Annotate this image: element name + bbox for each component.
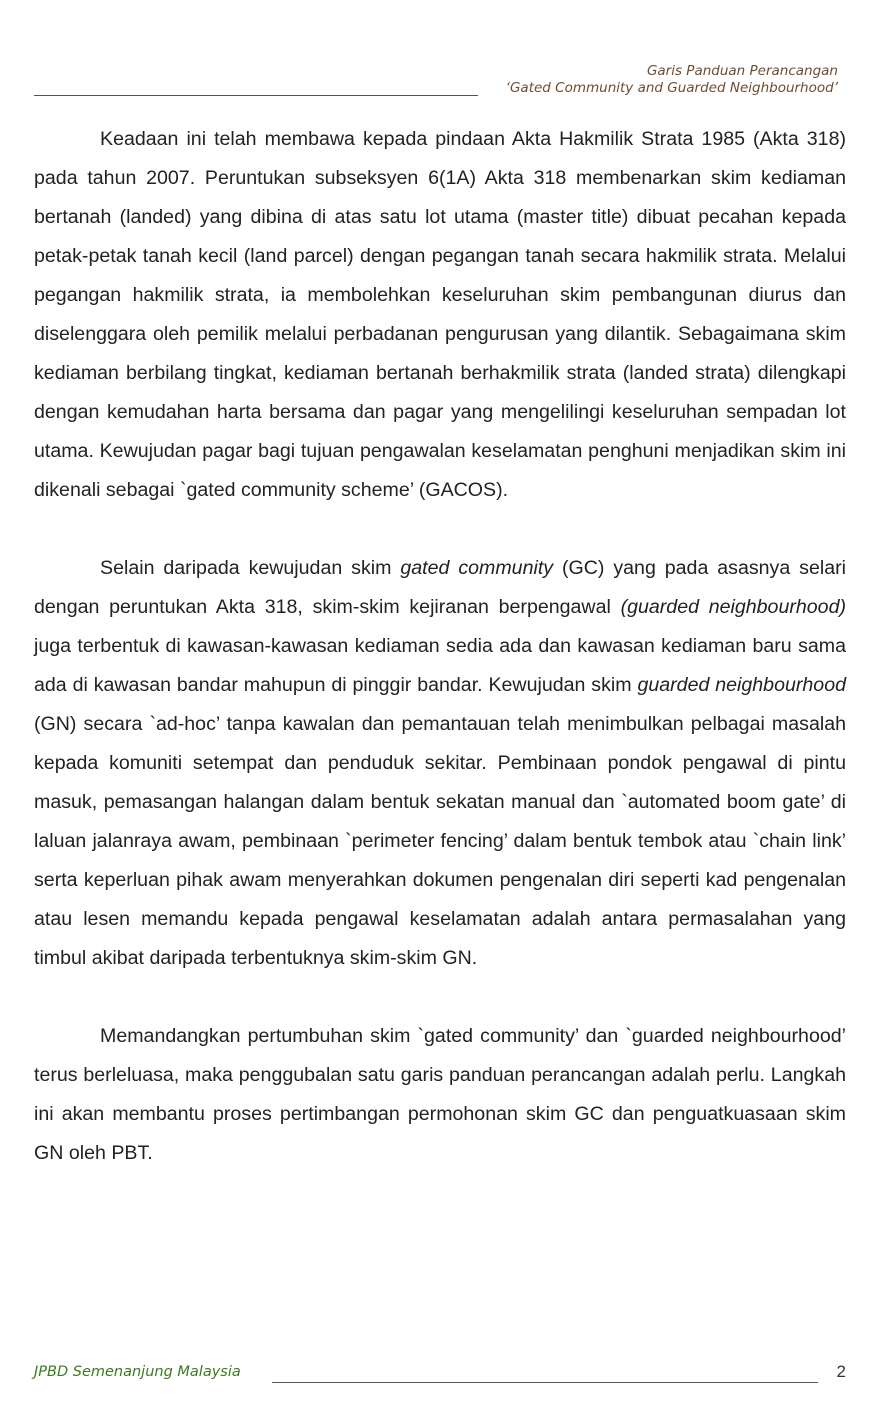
header-title: Garis Panduan Perancangan: [646, 63, 838, 79]
body-text: [34, 120, 846, 1173]
footer-rule: [272, 1382, 818, 1383]
text-run: (GN) secara `ad-hoc’ tanpa kawalan dan pemantauan telah menimbulkan pelbagai masalah kepada komuniti setempat dan penduduk sekitar. Pembinaan pondok pengawal di pintu masuk, pemasangan halangan dalam bentuk sekatan manual dan `automated boom gate’ di laluan jalanraya awam, pembinaan `perimeter fencing’ dalam bentuk tembok atau `chain link’ serta keperluan pihak awam menyerahkan dokumen pengenalan diri seperti kad pengenalan atau lesen memandu kepada pengawal keselamatan adalah antara permasalahan yang timbul akibat daripada terbentuknya skim-skim GN.: [34, 713, 846, 969]
header-subtitle: ‘Gated Community and Guarded Neighbourhood’: [505, 80, 838, 96]
running-header: [506, 63, 838, 97]
text-run: (GC) yang pada asasnya selari dengan peruntukan Akta 318, skim-skim kejiranan berpengawal: [34, 557, 846, 618]
italic-term: (guarded neighbourhood): [620, 596, 846, 618]
page-number: 2: [836, 1362, 846, 1381]
paragraph: [34, 549, 846, 978]
paragraph: [34, 120, 846, 510]
header-rule: [34, 95, 478, 96]
text-run: Selain daripada kewujudan skim: [100, 557, 401, 579]
paragraph: [34, 1017, 846, 1173]
italic-term: gated community: [400, 557, 554, 579]
footer-organization: JPBD Semenanjung Malaysia: [34, 1364, 241, 1380]
italic-term: guarded neighbourhood: [637, 674, 846, 696]
page-footer: [34, 1364, 846, 1386]
text-run: juga terbentuk di kawasan-kawasan kediaman sedia ada dan kawasan kediaman baru sama ada di kawasan bandar mahupun di pinggir bandar. Kewujudan skim: [34, 635, 846, 696]
text-run: Memandangkan pertumbuhan skim `gated community’ dan `guarded neighbourhood’ terus berleluasa, maka penggubalan satu garis panduan perancangan adalah perlu. Langkah ini akan membantu proses pertimbangan permohonan skim GC dan penguatkuasaan skim GN oleh PBT.: [34, 1025, 846, 1164]
text-run: Keadaan ini telah membawa kepada pindaan Akta Hakmilik Strata 1985 (Akta 318) pada tahun 2007. Peruntukan subseksyen 6(1A) Akta 318 membenarkan skim kediaman bertanah (landed) yang dibina di atas satu lot utama (master title) dibuat pecahan kepada petak-petak tanah kecil (land parcel) dengan pegangan tanah secara hakmilik strata. Melalui pegangan hakmilik strata, ia membolehkan keseluruhan skim pembangunan diurus dan diselenggara oleh pemilik melalui perbadanan pengurusan yang dilantik. Sebagaimana skim kediaman berbilang tingkat, kediaman bertanah berhakmilik strata (landed strata) dilengkapi dengan kemudahan harta bersama dan pagar yang mengelilingi keseluruhan sempadan lot utama. Kewujudan pagar bagi tujuan pengawalan keselamatan penghuni menjadikan skim ini dikenali sebagai `gated community scheme’ (GACOS).: [34, 128, 846, 501]
